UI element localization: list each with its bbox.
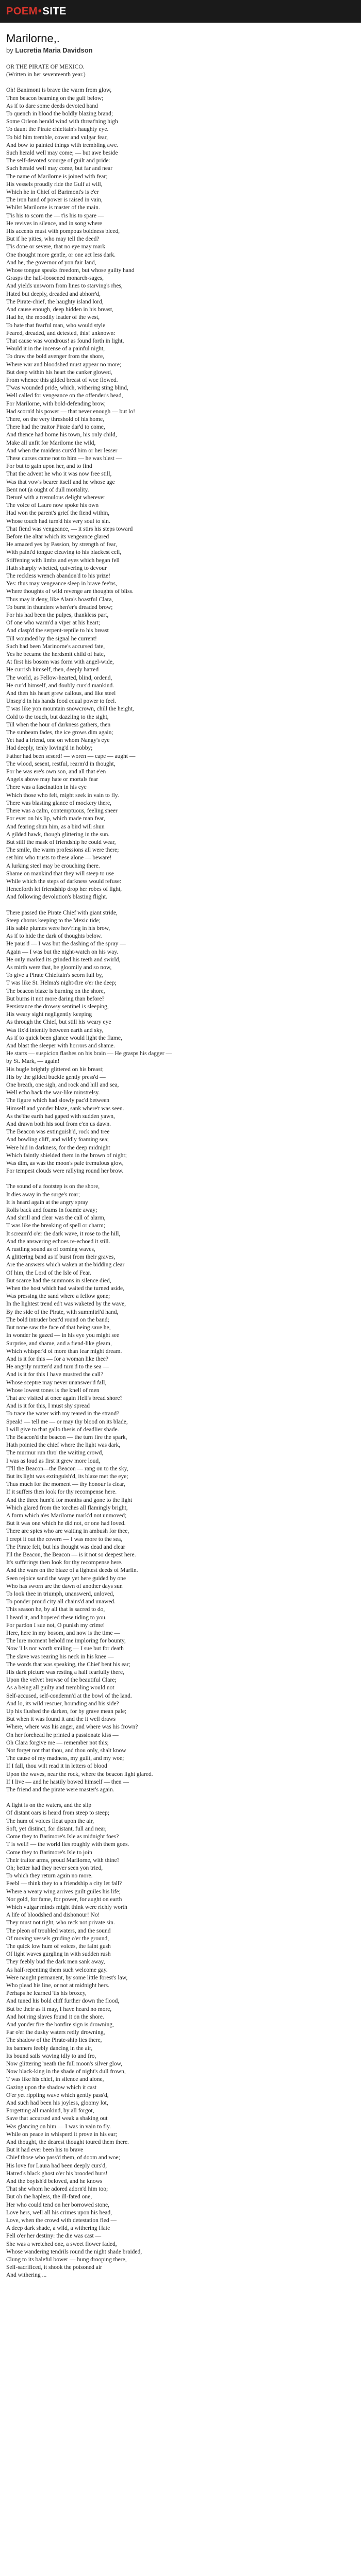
poem-line: The iron hand of power is raised in vain, <box>6 197 103 204</box>
poem-line: A deep dark shade, a wild, a withering Hate <box>6 2225 110 2232</box>
poem-line: Gazing upon the shadow which it cast <box>6 2084 97 2091</box>
poem-line: Now glittering 'neath the full moon's silver glow, <box>6 2060 123 2067</box>
poem-line: For he was ere's own son, and all that e'en <box>6 769 106 775</box>
poem-line: Of moving vessels gruding o'er the ground, <box>6 1935 109 1942</box>
poem-line: From whence this gilded breast of woe flowed. <box>6 377 118 383</box>
poem-line: And is it for this, I must shy spread <box>6 1403 90 1410</box>
poem-line: It dies away in the surge's roar; <box>6 1191 80 1198</box>
poem-line: He cur'd himself, and doubly curs'd mankind. <box>6 682 114 689</box>
poem-line: Far o'er the dusky waters redly drowning, <box>6 2029 105 2036</box>
poem-line: The bold intruder beat'd round on the band; <box>6 1316 109 1323</box>
poem-line: He only marked its grinded his teeth and swirld, <box>6 956 121 963</box>
poem-line: His accents must with pompous boldness bleed, <box>6 228 120 235</box>
poem-line: To look thee in triumph, unanswerd, unloved, <box>6 1591 114 1597</box>
site-header <box>0 0 361 23</box>
poem-line: But if he pities, who may tell the deed? <box>6 236 100 243</box>
poem-line: Whose wandering tendrils round the night shade braided, <box>6 2248 142 2255</box>
poem-line: Self-accused, self-condemn'd at the bowl of the land. <box>6 1692 132 1699</box>
poem-line: The beacon blaze is burning on the shore, <box>6 988 105 994</box>
poem-line: Come they to Barimore's Isle as midnight foes? <box>6 1834 119 1840</box>
poem-line: by St. Mark, — again! <box>6 1058 60 1065</box>
poem-line: The self-devoted scourge of guilt and pride: <box>6 158 110 164</box>
poem-line: Thus much for the moment — thy honour is clear, <box>6 1481 125 1488</box>
poem-line: Such herald well may come; — but awe beside <box>6 150 118 157</box>
poem-line: Not forget not that thou, and thou only, shalt know <box>6 1748 126 1754</box>
poem-line: This season he, by all that is sacred to do, <box>6 1606 105 1613</box>
poem-line: A lurking steel may be crouching there. <box>6 862 100 869</box>
poem-body <box>6 63 342 2280</box>
poem-line: The sunbeam fades, the ice grows dim again; <box>6 730 113 736</box>
poem-line: Thus may it deny, like Alara's boastful Clara, <box>6 596 113 603</box>
poem-line: And yields unsworn from lines to starving's rhes, <box>6 283 123 290</box>
poem-line: In the lightest trend ed't was waketed by the wave, <box>6 1301 126 1308</box>
poem-line: Yes he became the herdsmit child of hate, <box>6 651 105 658</box>
poem-line: Till wounded by the signal he current! <box>6 635 97 642</box>
poem-line: Where a weary wing arrives guilt guiles his life; <box>6 1888 121 1895</box>
poem-line: Had deeply, tenly loving'd in hobby; <box>6 745 93 752</box>
poem-line: The words that was speaking, the Chief bent his ear; <box>6 1661 130 1668</box>
poem-line: And shrill and clear was the call of alarm, <box>6 1215 106 1222</box>
poem-line: He currish himself, then, deeply hatred <box>6 667 99 673</box>
poem-line: 'T'll the Beacon—the Beacon — rang on to the sky, <box>6 1465 128 1472</box>
poem-line: Shame on mankind that they will steep to use <box>6 870 114 877</box>
logo-dot-icon: • <box>38 5 42 17</box>
poem-line: Had won the parent's grief the fiend within, <box>6 510 110 517</box>
poem-line: He amazed yes by Passion, by strength of fear, <box>6 541 117 548</box>
poem-line: To daunt the Pirate chieftain's haughty eye. <box>6 126 109 133</box>
poem-line: As a being all guilty and trembling would not <box>6 1685 114 1691</box>
poem-line: Which those who felt, might seek in vain to fly. <box>6 792 119 799</box>
poem-line: Up his flushed the darken, for by grave mean pale; <box>6 1708 127 1715</box>
poem-line: There was blasting glance of mockery there, <box>6 800 112 806</box>
poem-line: Whilst Marilorne is master of the main. <box>6 205 100 211</box>
poem-line: Stiffening with limbs and eyes which began fell <box>6 557 120 564</box>
poem-line: But it was one which he did not, or one had loved. <box>6 1520 126 1527</box>
poem-line: Come they to Barimore's Isle to join <box>6 1849 92 1856</box>
poem-line: To quench in blood the boldly blazing brand; <box>6 111 113 117</box>
poem-line: O'er yet rippling wave which gently pass'd, <box>6 2092 109 2098</box>
poem-stanza <box>6 909 342 1176</box>
poem-line: Who plead his line, or not at midnight hers. <box>6 1982 109 1989</box>
poem-line: Upon the velvet browse of the beautiful Clare; <box>6 1677 117 1684</box>
poem-line: As if to dare some deeds devoted hand <box>6 103 98 109</box>
poem-line: The sound of a footstep is on the shore, <box>6 1183 100 1190</box>
poem-line: T was like his chief, in silence and alone, <box>6 2076 104 2083</box>
poem-line: The wlood, sesent, restful, rearm'd in thought, <box>6 760 116 767</box>
poem-line: For his had been the pulpes, thankless part, <box>6 612 109 619</box>
poem-line: Its bound sails waving idly to and fro, <box>6 2053 96 2059</box>
poem-line: He starts — suspicion flashes on his brain — He grasps his dagger — <box>6 1050 172 1057</box>
poem-line: Nor gold, for fame, for power, for aught on earth <box>6 1896 122 1903</box>
poem-line: Was dim, as was the moon's pale tremulous glow, <box>6 1160 124 1167</box>
poem-line: They must not right, who reck not private sin. <box>6 1920 115 1926</box>
poem-line: His by the gilded buckle gently press'd — <box>6 1074 106 1080</box>
logo-site-text: SITE <box>42 5 67 17</box>
poem-line: Were hid in darkness, for the deep midnight <box>6 1144 110 1151</box>
poem-line: He revives in silence, and in song where <box>6 220 102 227</box>
poem-line: Himself and yonder blaze, sank where't was seen. <box>6 1105 124 1112</box>
poem-line: His bugle brightly glittered on his breast; <box>6 1066 104 1073</box>
poem-stanza <box>6 63 342 79</box>
poem-line: Was pressing the sand where a fellow gone; <box>6 1293 110 1300</box>
poem-line: And the boyish'd beloved, and he knows <box>6 2178 103 2185</box>
poem-line: As if to quick been glance would light the flame, <box>6 1035 122 1041</box>
poem-line: His love for Laura had been deeply curs'd, <box>6 2162 107 2169</box>
poem-line: If I fall, thou wilt read it in letters of blood <box>6 1763 107 1770</box>
poem-line: Love hers, well all his crimes upon his head, <box>6 2209 112 2216</box>
poem-line: In wonder he gazed — in his eye you might see <box>6 1332 120 1339</box>
poem-line: It is heard again at the angry spray <box>6 1199 88 1206</box>
poem-line: I'll the Beacon, the Beacon — is it not so deepest here. <box>6 1551 136 1558</box>
poem-line: Of one who warm'd a viper at his heart; <box>6 620 101 626</box>
poem-line: Such had been Marinorne's accursed fate, <box>6 643 105 650</box>
poem-line: One breath, one sigh, and rock and hill and sea, <box>6 1082 119 1088</box>
poem-line: But deep within his heart the canker glowed, <box>6 369 112 376</box>
poem-line: And drawn both his soul from e'en us dawn. <box>6 1121 111 1128</box>
poem-line: It's sufferings then look for thy recompense here. <box>6 1560 123 1566</box>
poem-line: T'is his to scorn the — t'is his to spare — <box>6 212 104 219</box>
poem-line: Which faintly shielded them in the brown of night; <box>6 1152 127 1159</box>
poem-line: It scream'd o'er the dark wave, it rose to the hill, <box>6 1230 121 1237</box>
poem-stanza <box>6 1183 342 1794</box>
poem-line: But scarce had the summons in silence died, <box>6 1277 111 1284</box>
poem-line: Who has sworn are the dawn of another days sun <box>6 1583 123 1589</box>
poem-line: Bent not (a ought of dull mortality. <box>6 486 89 493</box>
poem-line: The friend and the pirate were master's again. <box>6 1787 114 1793</box>
poem-line: Seen rejoice sand the wage yet here guided by one <box>6 1575 126 1582</box>
poem-line: Oh; better had they never seen yon tried, <box>6 1865 103 1871</box>
poem-line: Her who could tend on her borrowed stone, <box>6 2201 109 2208</box>
poem-line: Had scorn'd his power — that never enough — but lo! <box>6 408 135 415</box>
poem-line: I was as loud as first it grew more loud, <box>6 1458 101 1464</box>
poem-line: His dark picture was resting a half fearfully there, <box>6 1669 124 1676</box>
poem-line: By the side of the Pirate, with summitrl'd hand, <box>6 1309 119 1315</box>
poem-line: Perhaps he learned 'tis his broxey, <box>6 1990 87 1997</box>
poem-line: Oh Clara forgive me — remember not this; <box>6 1739 109 1746</box>
poem-line: Before the altar which its vengeance glared <box>6 533 109 540</box>
poem-line: Forgetting all mankind, by all forgot, <box>6 2108 94 2114</box>
poem-line: Hath pointed the chief where the light was dark, <box>6 1442 121 1449</box>
poem-line: Clung to its baleful bower — hung drooping there, <box>6 2257 127 2263</box>
poem-line: And lo, its wild rescuer, hounding and his side? <box>6 1700 119 1707</box>
poem-line: T is well! — the world lies roughly with them goes. <box>6 1841 129 1848</box>
poem-line: The Pirate-chief, the haughty island lord, <box>6 298 104 305</box>
poem-line: Feebl — think they to a friendship a city let fall? <box>6 1880 122 1887</box>
poem-line: Had he, the moodily leader of the west, <box>6 314 100 321</box>
poem-line: The pleon of troubled waters, and the sound <box>6 1927 111 1934</box>
poem-line: To hate that fearful man, who would style <box>6 322 106 329</box>
poem-line: There was a fascination in his eye <box>6 784 87 791</box>
poem-line: Henceforth let friendship drop her robes of light, <box>6 886 122 893</box>
poem-line: The lure moment behold me imploring for bounty, <box>6 1638 126 1645</box>
poem-line: Hatred's black ghost o'er his brooded burs! <box>6 2170 108 2177</box>
poem-line: But be their as it may, I have heard no more, <box>6 2006 112 2012</box>
poem-line: Soft, yet distinct, for distant, full and near, <box>6 1825 107 1832</box>
poem-line: I crept it out the covern — I was more to the sea, <box>6 1536 123 1543</box>
poem-line: A light is on the waters, and the slip <box>6 1802 92 1809</box>
poem-line: (Written in her seventeenth year.) <box>6 72 86 78</box>
poem-line: And thence had borne his town, his only child, <box>6 432 117 438</box>
poem-line: To draw the bold avenger from the shore, <box>6 353 105 360</box>
poem-line: And is it for this — for a woman like thee? <box>6 1355 109 1362</box>
poem-line: His sable plumes were hov'ring in his brow, <box>6 925 110 931</box>
poem-line: Upon the waves, near the rock, where the beacon light glared. <box>6 1771 153 1777</box>
poem-line: But its light was extinguish'd, its blaze met the eye; <box>6 1473 128 1480</box>
poem-line: Steep chorus keeping to the Mexic tide; <box>6 917 101 924</box>
poem-line: That the advent he who it was now free still, <box>6 471 112 478</box>
poem-line: And then his heart grew callous, and like steel <box>6 690 116 697</box>
poem-line: The slave was rearing his neck in his knee — <box>6 1653 114 1660</box>
poem-line: T was like yon mountain snowcrown, chill the height, <box>6 706 134 713</box>
poem-line: And withering ... <box>6 2272 47 2279</box>
poem-line: T'was wounded pride, which, withering sting blind, <box>6 385 128 392</box>
poem-line: Whose lowest tones is the knell of men <box>6 1387 100 1394</box>
poem-line: Yet had a friend, one on whom Nangy's eye <box>6 737 110 744</box>
poem-line: The world, as Fellow-hearted, blind, ordend, <box>6 674 112 681</box>
poem-line: Love, when the crowd with detestation fled — <box>6 2217 117 2224</box>
poem-line: The reckless wrench abandon'd to his prize! <box>6 573 110 579</box>
poem-line: For tempest clouds were rallying round her brow. <box>6 1168 124 1175</box>
poem-line: And is it for this I have mustred the call? <box>6 1371 104 1378</box>
poem-line: These curses came not to him — he was blest — <box>6 455 122 462</box>
poem-line: I heard it, and hopered these tiding to you. <box>6 1614 107 1621</box>
poem-line: Would it in the incense of a painful night, <box>6 346 105 352</box>
poem-line: And blast the sleeper with horrors and shame. <box>6 1042 115 1049</box>
poem-line: Which whisper'd of more than fear might dream. <box>6 1348 122 1354</box>
poem-line: But when it was found it and the it well draws <box>6 1716 116 1723</box>
poem-line: Where, where was his anger, and where was his frown? <box>6 1724 138 1731</box>
poem-line: As the'the earth had gaped with sudden yawn, <box>6 1113 115 1120</box>
poem-line: And following devolution's blasting flight. <box>6 894 107 901</box>
poem-line: But oh the hapless, the ill-fated one, <box>6 2194 92 2200</box>
poem-line: There had the traitor Pirate dar'd to come, <box>6 424 105 431</box>
poem-line: Some Orleon herald wind with threat'ning high <box>6 118 118 125</box>
poem-line: But burns it not more daring than before? <box>6 995 105 1002</box>
poem-line: A form which a'es Marilorne mark'd not unmoved; <box>6 1512 127 1519</box>
poem-line: Of distant oars is heard from steep to steep; <box>6 1810 109 1817</box>
poem-line: Grasps the half-loosened monarch-sages, <box>6 275 104 282</box>
poem-line: And such had been his joyless, gloomy lot, <box>6 2100 108 2106</box>
poem-line: As half-repenting them such welcome gay. <box>6 1967 108 1973</box>
site-logo[interactable] <box>6 6 67 18</box>
poem-line: To bid him tremble, cower and vulgar fear, <box>6 134 108 141</box>
poem-line: And bowling cliff, and wildly foaming sea; <box>6 1137 109 1143</box>
poem-line: And thought, the dearest thought toured them there. <box>6 2139 129 2146</box>
poem-line: The voice of Laure now spoke his own <box>6 502 99 509</box>
poem-line: She was a wretched one, a sweet flower faded, <box>6 2241 117 2247</box>
poem-line: The quick low hum of voices, the faint gush <box>6 1943 111 1950</box>
poem-line: And tuned his bold cliff further down the flood, <box>6 1998 120 2005</box>
poem-line: If I live — and he hastily bowed himself — then — <box>6 1778 129 1785</box>
poem-line: Yes: thus may vengeance sleep in brave fee'ns, <box>6 581 117 587</box>
poem-line: Here, here in my bosom, and now is the time — <box>6 1630 121 1637</box>
poem-line: Were naught permanent, by some little forest's law, <box>6 1974 128 1981</box>
poem-line: Was fix'd intently between earth and sky, <box>6 1027 104 1033</box>
poem-line: A glittering band as if burst from their graves, <box>6 1254 116 1261</box>
poem-line: Self-sacrificed, it shook the poisoned air <box>6 2264 102 2271</box>
poem-line: One thought more gentle, or one act less dark. <box>6 251 116 258</box>
poem-line: Save that accursed and weak a shaking out <box>6 2115 108 2122</box>
poem-line: I will give to that gallo thesis of deadlier shade. <box>6 1426 119 1433</box>
poem-line: Where thoughts of wild revenge are thoughts of bliss. <box>6 588 134 595</box>
poem-line: Are the answers which waken at the bidding clear <box>6 1262 125 1268</box>
poem-line: The name of Marilorne is joined with fear; <box>6 173 108 180</box>
poem-line: The Beacon was extinguish'd, rock and tree <box>6 1129 110 1136</box>
poem-line: Then beacon beaming on the gulf below; <box>6 95 104 101</box>
poem-line: The smile, the warm professions all were there; <box>6 847 119 854</box>
poem-line: Persistance the drowsy sentinel is sleeping, <box>6 1003 109 1010</box>
poem-line: To give a Pirate Chieftain's scorn full by, <box>6 972 103 979</box>
poem-line: His weary sight negligently keeping <box>6 1011 92 1018</box>
poem-line: That cause was wondrous! as found forth in light, <box>6 337 124 344</box>
poem-line: While on peace in whisperd it prove in his ear; <box>6 2131 117 2138</box>
poem-line: They feebly bud the dark men sank away, <box>6 1959 105 1965</box>
poem-line: Was glancing on him — I was in vain to fly. <box>6 2123 111 2130</box>
poem-line: With paint'd tongue cleaving to his blackest cell, <box>6 549 122 556</box>
poem-line: OR THE PIRATE OF MEXICO. <box>6 64 85 70</box>
poem-line: A life of bloodshed and dishonour! No! <box>6 1912 100 1919</box>
poem-line: There passed the Pirate Chief with giant stride, <box>6 909 118 916</box>
poem-line: For ever on his lip, which made man fear, <box>6 816 105 822</box>
poem-line: For pardon I sue not, O punish my crime! <box>6 1622 105 1629</box>
poem-line: Angels above may hate or mortals fear <box>6 776 99 783</box>
poem-line: Of light waves gurgling in with sudden rush <box>6 1951 111 1958</box>
poem-content <box>0 23 349 2308</box>
poem-line: The shadow of the Pirate-ship lies there, <box>6 2037 102 2044</box>
poem-line: Surprise, and shame, and a fiend-like gleam, <box>6 1340 112 1347</box>
poem-line: That fiend was vengeance, — it stirs his steps toward <box>6 526 133 532</box>
poem-line: Feared, dreaded, and detested, this! unknown: <box>6 330 116 336</box>
poem-line: To which they return again no more. <box>6 1873 93 1879</box>
poem-line: Till when the hour of darkness gathers, then <box>6 721 111 728</box>
poem-byline <box>6 46 342 54</box>
poem-line: On her forehead he printed a passionate kiss — <box>6 1732 119 1738</box>
poem-line: Rolls back and foams in foamie away; <box>6 1207 97 1214</box>
poem-line: There are spies who are waiting in ambush for thee, <box>6 1528 129 1535</box>
poem-line: Make all unfit for Marilorne the wild, <box>6 439 96 446</box>
poem-line: The murmur run thro' the waiting crowd, <box>6 1450 104 1456</box>
poem-line: Which he in Chief of Barimont's is e'er <box>6 189 99 196</box>
poem-line: When the host which had waited the turned aside, <box>6 1285 124 1292</box>
poem-line: Unsep'd in his hands food equal power to feel. <box>6 698 117 705</box>
poem-line: He angrily mutter'd and turn'd to the sea — <box>6 1364 109 1370</box>
poem-line: The hum of voices float upon the air, <box>6 1818 94 1824</box>
poem-line: T was like St. Helma's night-fire o'er the deep; <box>6 980 117 987</box>
poem-line: Whose touch had turn'd his very soul to sin. <box>6 518 110 524</box>
poem-line: His vessels proudly ride the Gulf at will, <box>6 181 103 188</box>
poem-line: T was like the breaking of spell or charm; <box>6 1223 106 1229</box>
poem-line: The Beacon'd the beacon — the turn fire the spark, <box>6 1434 127 1440</box>
poem-line: There was a calm, contemptuous, feeling sneer <box>6 808 118 815</box>
poem-line: Well echo back the war-like minstrelsy. <box>6 1090 100 1096</box>
poem-line: And the wars on the blaze of a lightest deeds of Marlin. <box>6 1567 138 1574</box>
logo-poem-text: POEM <box>6 5 38 17</box>
poem-line: Father had been seserd! — woren — cape — aught — <box>6 753 136 759</box>
poem-line: Which glared from the torches all flamingly bright, <box>6 1504 128 1511</box>
poem-line: Such herald well may come, but far and near <box>6 165 112 172</box>
poem-line: But none saw the face of that being save he, <box>6 1325 111 1331</box>
poem-line: Where war and bloodshed must appear no more; <box>6 361 122 368</box>
poem-line: A rustling sound as of coming waves, <box>6 1246 95 1253</box>
poem-line: A gilded hawk, though glittering in the sun. <box>6 831 110 838</box>
poem-line: But still the mask of friendship he could wear, <box>6 839 116 845</box>
poem-line: That are visited at once again Hell's bread shore? <box>6 1395 123 1401</box>
poem-line: And when the maidens curs'd him or her lesser <box>6 447 118 454</box>
poem-line: Fell o'er her destiny: the die was cast — <box>6 2233 102 2240</box>
poem-line: set him who trusts to these alone — beware! <box>6 855 112 861</box>
poem-line: And bow to painted things with trembling awe. <box>6 142 119 148</box>
poem-title: Marilorne,. <box>6 32 60 45</box>
poem-line: And hot'ring slaves found it on the shore. <box>6 2013 104 2020</box>
poem-line: If it suffers then look for thy recompense here. <box>6 1489 117 1496</box>
poem-line: Whose tongue speaks freedom, but whose guilty hand <box>6 267 135 274</box>
poem-line: Its banners feebly dancing in the air, <box>6 2045 93 2052</box>
poem-line: And yonder fire the bonfire sign is drowning, <box>6 2021 114 2028</box>
poem-line: And clasp'd the serpent-reptile to his breast <box>6 628 109 634</box>
poem-line: The cause of my madness, my guilt, and my woe; <box>6 1755 124 1762</box>
poem-line: And the three hum'd for months and gone to the light <box>6 1497 133 1503</box>
poem-line: And the answering echoes re-echoed it still. <box>6 1238 110 1245</box>
poem-line: Their traitor arms, proud Marilorne, with thine? <box>6 1857 120 1863</box>
poem-line: Oh! Banimont is brave the warm from glow, <box>6 87 112 94</box>
poem-line: To burst in thunders when'er's dreaded brow; <box>6 604 113 611</box>
poem-line: Speak! — tell me — or may thy blood on its blade, <box>6 1418 128 1425</box>
poem-line: Which vulgar minds might think were richly worth <box>6 1904 127 1910</box>
poem-line: As through the Chief, but still his weary eye <box>6 1019 111 1026</box>
poem-line: Deturé with a tremulous delight wherever <box>6 494 105 501</box>
poem-line: For Marilorne, with bold-defending brow, <box>6 400 106 407</box>
poem-line: Chief those who pass'd them, of doom and woe; <box>6 2155 120 2161</box>
poem-line: Cold to the touch, but dazzling to the sight, <box>6 714 109 720</box>
poem-line: There, on the very threshold of his home, <box>6 416 105 422</box>
poem-line: As mirth were that, he gloomily and so now, <box>6 964 112 971</box>
poem-line: Well called for vengeance on the offender's head, <box>6 393 123 399</box>
byline-prefix: by <box>6 46 13 54</box>
poem-line: And cause enough, deep hidden in his breast, <box>6 307 113 313</box>
poem-line: Now black-king in the shade of night's dull frown, <box>6 2069 126 2075</box>
poem-line: Now 'I ls nor worth smiling — I sue but for death <box>6 1646 124 1652</box>
poem-line: And fearing shun him, as a bird will shun <box>6 823 105 830</box>
poem-line: But it had ever been his to brave <box>6 2147 84 2154</box>
author-link[interactable]: Lucretia Maria Davidson <box>15 46 93 54</box>
poem-line: Whose sceptre may never unanswer'd fall, <box>6 1379 107 1386</box>
poem-line: While which the steps of darkness would refuse: <box>6 878 122 885</box>
poem-line: Of him, the Lord of the Isle of Fear. <box>6 1269 91 1276</box>
poem-stanza <box>6 1802 342 2279</box>
poem-line: Was that vow's bearer itself and he whose age <box>6 479 115 485</box>
poem-line: T'is done or severe, that no eye may mark <box>6 244 106 250</box>
poem-line: Hath sharply whetted, quivering to devour <box>6 565 107 571</box>
poem-line: At first his bosom was form with angel-wide, <box>6 659 114 666</box>
poem-line: For but to gain upon her, and to find <box>6 463 92 470</box>
poem-line: Hated but deeply, dreaded and abhorr'd, <box>6 291 101 297</box>
poem-line: That she whom he adored adorn'd him too; <box>6 2186 108 2193</box>
poem-line: The Pirate felt, but his thought was dead and clear <box>6 1544 125 1550</box>
poem-line: And he, the governor of yon fair land, <box>6 259 96 266</box>
poem-stanza <box>6 87 342 901</box>
poem-line: As if to hide the dark of thoughts below. <box>6 933 102 940</box>
poem-line: He paus'd — I was but the dashing of the spray — <box>6 941 126 947</box>
poem-line: To ponder proud city all chains'd and unawed. <box>6 1599 116 1605</box>
poem-line: The figure which had slowly pac'd between <box>6 1097 110 1104</box>
poem-line: To trace the water with my teared in the strand? <box>6 1411 120 1417</box>
poem-line: Again — I was but the night-watch on his way. <box>6 948 119 955</box>
